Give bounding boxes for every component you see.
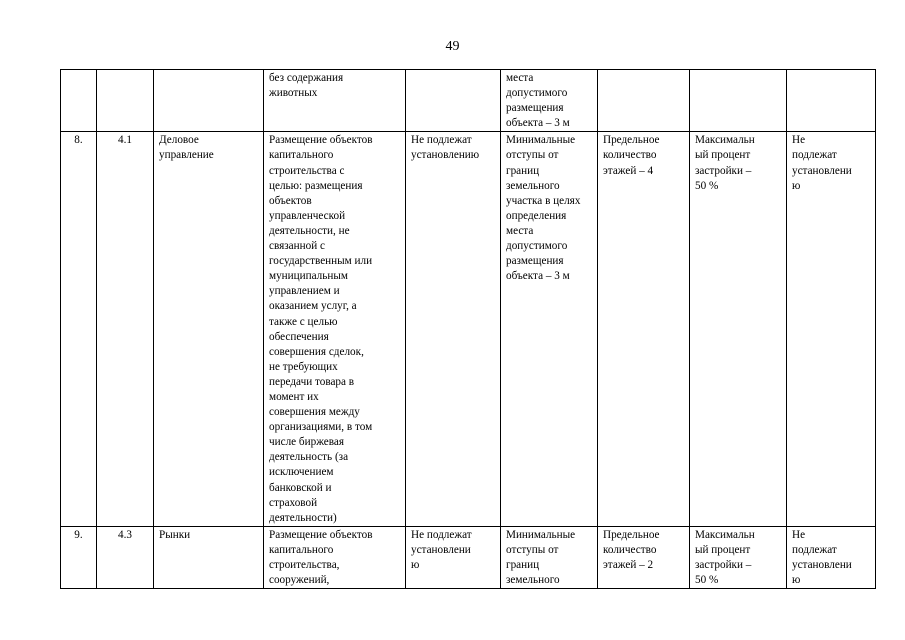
other-params-cell: Не подлежат установлени ю [787,132,876,526]
other-params-cell: Не подлежат установлени ю [787,526,876,588]
table-row [61,526,876,588]
regulations-table [60,69,876,589]
land-area-cell: Не подлежат установлени ю [406,526,501,588]
use-name-cell [154,70,264,132]
description-cell: Размещение объектов капитального строительства, сооружений, [264,526,406,588]
coverage-cell: Максимальн ый процент застройки – 50 % [690,526,787,588]
page-number: 49 [445,39,460,54]
use-code-cell: 4.3 [97,526,154,588]
floors-cell: Предельное количество этажей – 2 [598,526,690,588]
use-code-cell: 4.1 [97,132,154,526]
row-number-cell: 9. [61,526,97,588]
description-cell: без содержания животных [264,70,406,132]
description-cell: Размещение объектов капитального строительства с целью: размещения объектов управленческой деятельности, не связанной с государственным или муниципальным управлением и оказанием услуг, а также с целью обеспечения совершения сделок, не требующих передачи товара в момент их совершения между организациями, в том числе биржевая деятельность (за исключением банковской и страховой деятельности) [264,132,406,526]
row-number-cell: 8. [61,132,97,526]
other-params-cell [787,70,876,132]
coverage-cell [690,70,787,132]
land-area-cell: Не подлежат установлению [406,132,501,526]
floors-cell: Предельное количество этажей – 4 [598,132,690,526]
setbacks-cell: Минимальные отступы от границ земельного [501,526,598,588]
land-area-cell [406,70,501,132]
setbacks-cell: места допустимого размещения объекта – 3 м [501,70,598,132]
use-code-cell [97,70,154,132]
use-name-cell: Деловое управление [154,132,264,526]
setbacks-cell: Минимальные отступы от границ земельного участка в целях определения места допустимого размещения объекта – 3 м [501,132,598,526]
use-name-cell: Рынки [154,526,264,588]
table-row [61,132,876,526]
table-row [61,70,876,132]
row-number-cell [61,70,97,132]
coverage-cell: Максимальн ый процент застройки – 50 % [690,132,787,526]
floors-cell [598,70,690,132]
